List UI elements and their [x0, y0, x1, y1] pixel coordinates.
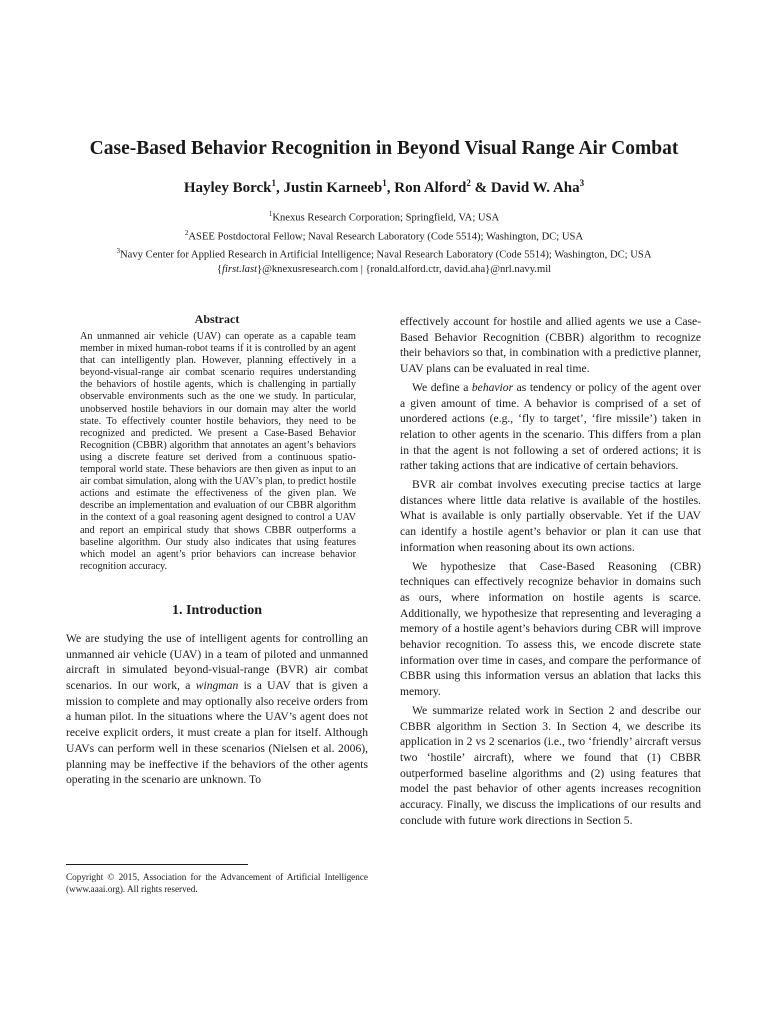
paragraph-continued: effectively account for hostile and allied agents we use a Case-Based Behavior Recognition (CBBR) algorithm to recognize their behaviors so that, in combination with a predictive planner, UAV plans can be evaluated in real time. [400, 315, 701, 376]
affiliation-line [0, 244, 768, 263]
affiliation-line [0, 226, 768, 245]
contact-emails [0, 263, 768, 277]
email-addresses: }@knexusresearch.com | {ronald.alford.ctr, david.aha}@nrl.navy.mil [257, 263, 552, 275]
affiliation-mark: 3 [116, 247, 121, 256]
abstract-heading: Abstract [194, 312, 240, 326]
copyright-footnote: Copyright © 2015, Association for the Advancement of Artificial Intelligence (www.aaai.org). All rights reserved. [66, 872, 368, 894]
intro-text: We are studying the use of intelligent agents for controlling an unmanned air vehicle (UAV) in a team of piloted and unmanned aircraft in simulated beyond-visual-range (BVR) air combat scenarios. In our work, a [66, 631, 368, 692]
right-column [400, 314, 701, 832]
author-affil-mark: 1 [382, 178, 387, 188]
emphasis-term: wingman [195, 678, 239, 692]
section-heading-introduction: 1. Introduction [172, 602, 262, 618]
affiliation-mark: 2 [184, 228, 189, 237]
paragraph-behavior-definition [400, 380, 701, 474]
affiliation-text: ASEE Postdoctoral Fellow; Naval Research Laboratory (Code 5514); Washington, DC; USA [188, 231, 584, 243]
abstract-text: An unmanned air vehicle (UAV) can operate as a capable team member in mixed human-robot teams if it is controlled by an agent that can intelligently plan. However, planning effectively in a beyond-visual-range air combat scenario requires understanding the behaviors of hostile agents, which is challenging in partially observable environments such as the one we study. In particular, unobserved hostile behaviors in our domain may alter the world state. To effectively counter hostile behaviors, they need to be recognized and predicted. We present a Case-Based Behavior Recognition (CBBR) algorithm that annotates an agent’s behaviors using a discrete feature set derived from a continuous spatio-temporal world state. These behaviors are then given as input to an air combat simulation, along with the UAV’s plan, to predict hostile actions and estimate the effectiveness of the given plan. We describe an implementation and evaluation of our CBBR algorithm in the context of a goal reasoning agent designed to control a UAV and report an empirical study that shows CBBR outperforms a baseline algorithm. Our study also indicates that using features which model an agent’s prior behaviors can increase behavior recognition accuracy. [80, 331, 356, 572]
left-column [66, 312, 368, 788]
emphasis-term: behavior [471, 380, 514, 394]
author-affil-mark: 2 [466, 178, 471, 188]
affiliation-mark: 1 [268, 210, 273, 218]
footnote-divider [66, 864, 248, 865]
paragraph-hypothesis: We hypothesize that Case-Based Reasoning (CBR) techniques can effectively recognize behavior in domains such as ours, where information on hostile agents is scarce. Additionally, we hypothesize that representing and leveraging a memory of a hostile agent’s behaviors during CBR will improve behavior recognition. To assess this, we encode discrete state information over time in cases, and compare the performance of CBBR using this information versus an ablation that lacks this memory. [400, 559, 701, 699]
affiliation-text: Knexus Research Corporation; Springfield, VA; USA [272, 212, 500, 224]
author-separator: , [275, 180, 284, 196]
paragraph-summary: We summarize related work in Section 2 and describe our CBBR algorithm in Section 3. In Section 4, we describe its application in 2 vs 2 scenarios (i.e., two ‘friendly’ aircraft versus two ‘hostile’ aircraft), where we found that (1) CBBR outperformed baseline algorithms and (2) using features that model the past behavior of other agents increases recognition accuracy. Finally, we discuss the implications of our results and conclude with future work directions in Section 5. [400, 703, 701, 827]
author-name: Hayley Borck [183, 180, 272, 196]
affiliations [0, 207, 768, 277]
paragraph-bvr-combat: BVR air combat involves executing precise tactics at large distances where little data relative is available of the hostiles. What is available is only partially observable. Yet if the UAV can identify a hostile agent’s behavior or plan it can use that information when reasoning about its own actions. [400, 478, 701, 554]
paragraph-text: We define a [412, 380, 472, 394]
paper-title: Case-Based Behavior Recognition in Beyond Visual Range Air Combat [89, 138, 679, 159]
affiliation-line [0, 207, 768, 226]
paragraph-text: as tendency or policy of the agent over a given amount of time. A behavior is comprised of a set of unordered actions (e.g., ‘fly to target’, ‘fire missile’) taken in relation to other agents in the scenario. This differs from a plan in that the agent is not following a set of ordered actions; it is rather taking actions that are indicative of certain behaviors. [400, 380, 702, 473]
author-affil-mark: 1 [271, 178, 276, 188]
affiliation-text: Navy Center for Applied Research in Artificial Intelligence; Naval Research Laboratory (Code 5514); Washington, DC; USA [120, 249, 652, 261]
email-brace: { [216, 263, 222, 275]
author-separator: , [386, 180, 395, 196]
intro-text: is a UAV that is given a mission to complete and may optionally also receive orders from a human pilot. In the situations where the UAV’s agent does not receive explicit orders, it must create a plan for itself. Although UAVs can perform well in these scenarios (Nielsen et al. 2006), planning may be ineffective if the behaviors of the other agents operating in the scenario are unknown. To [66, 678, 368, 787]
intro-paragraph [66, 631, 368, 788]
author-name: David W. Aha [490, 180, 580, 196]
author-list [0, 178, 768, 197]
author-name: Justin Karneeb [283, 180, 383, 196]
author-name: Ron Alford [394, 180, 467, 196]
email-placeholder: first.last [222, 263, 258, 275]
author-separator: & [470, 180, 491, 196]
author-affil-mark: 3 [579, 178, 585, 188]
